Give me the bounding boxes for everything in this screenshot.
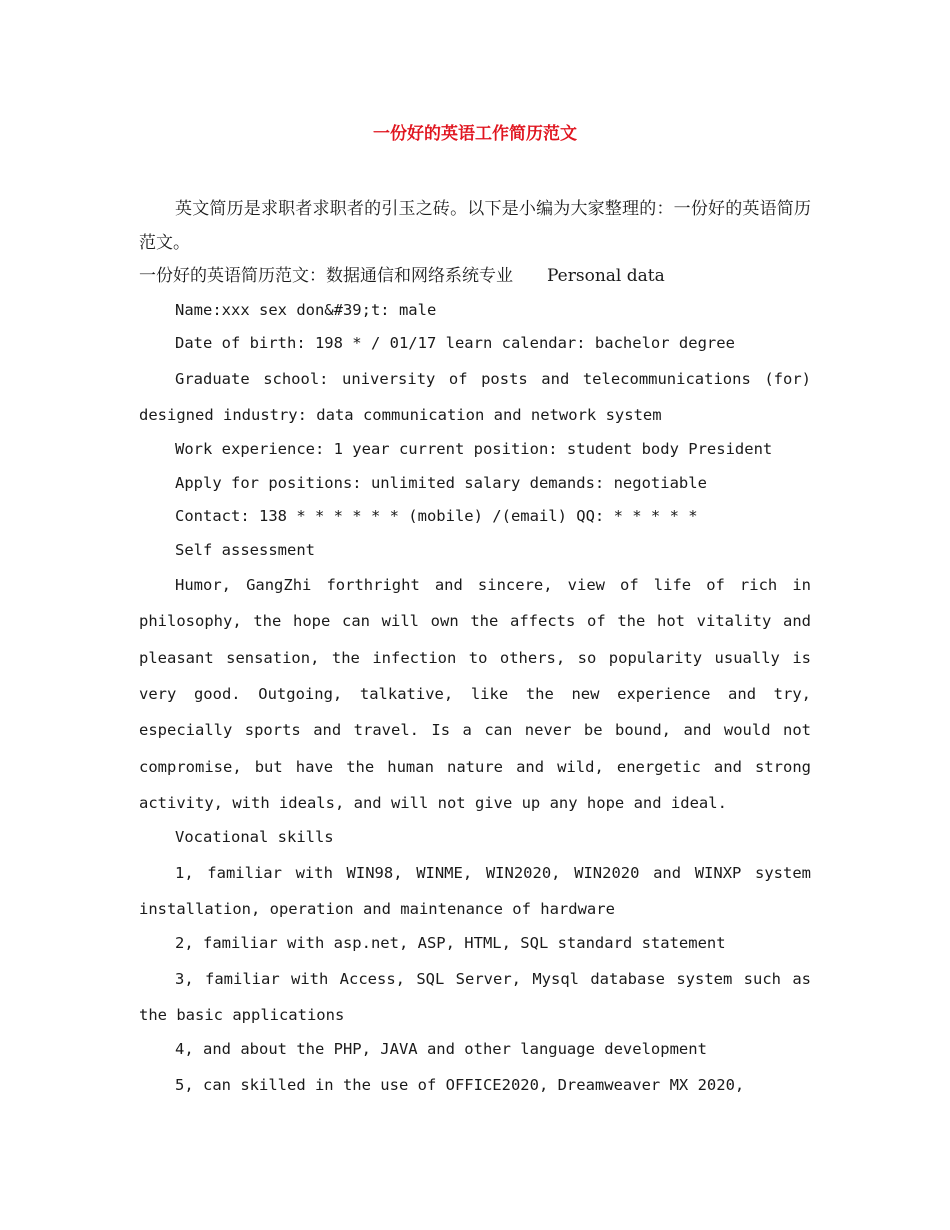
paragraph: Work experience: 1 year current position: student body President	[175, 440, 773, 459]
paragraph: 一份好的英语简历范文：数据通信和网络系统专业 Personal data	[139, 266, 665, 286]
paragraph: 5, can skilled in the use of OFFICE2020, Dreamweaver MX 2020,	[175, 1075, 745, 1094]
paragraph: 3, familiar with Access, SQL Server, Mysql database system such as the basic applications	[139, 969, 811, 1025]
paragraph: 1, familiar with WIN98, WINME, WIN2020, WIN2020 and WINXP system installation, operation and maintenance of hardware	[139, 863, 811, 918]
paragraph: 英文简历是求职者求职者的引玉之砖。以下是小编为大家整理的：一份好的英语简历范文。	[139, 199, 811, 253]
paragraph: Contact: 138 * * * * * * (mobile) /(email) QQ: * * * * *	[175, 507, 698, 526]
paragraph: Graduate school: university of posts and telecommunications (for) designed industry: data communication and network system	[139, 369, 811, 424]
document-body	[139, 193, 811, 1103]
paragraph: Humor, GangZhi forthright and sincere, view of life of rich in philosophy, the hope can will own the affects of the hot vitality and pleasant sensation, the infection to others, so popularity usually is very good. Outgoing, talkative, like the new experience and try, especially sports and travel. Is a can never be bound, and would not compromise, but have the human nature and wild, energetic and strong activity, with ideals, and will not give up any hope and ideal.	[139, 576, 811, 812]
paragraph: 4, and about the PHP, JAVA and other language development	[175, 1040, 707, 1059]
paragraph: Vocational skills	[175, 828, 334, 847]
paragraph: Date of birth: 198 * / 01/17 learn calendar: bachelor degree	[175, 334, 735, 352]
paragraph: Name:xxx sex don&#39;t: male	[175, 300, 437, 319]
paragraph: Apply for positions: unlimited salary demands: negotiable	[175, 473, 707, 492]
paragraph: Self assessment	[175, 540, 315, 559]
paragraph: 2, familiar with asp.net, ASP, HTML, SQL standard statement	[175, 934, 726, 953]
document-title: 一份好的英语工作简历范文	[373, 124, 577, 144]
